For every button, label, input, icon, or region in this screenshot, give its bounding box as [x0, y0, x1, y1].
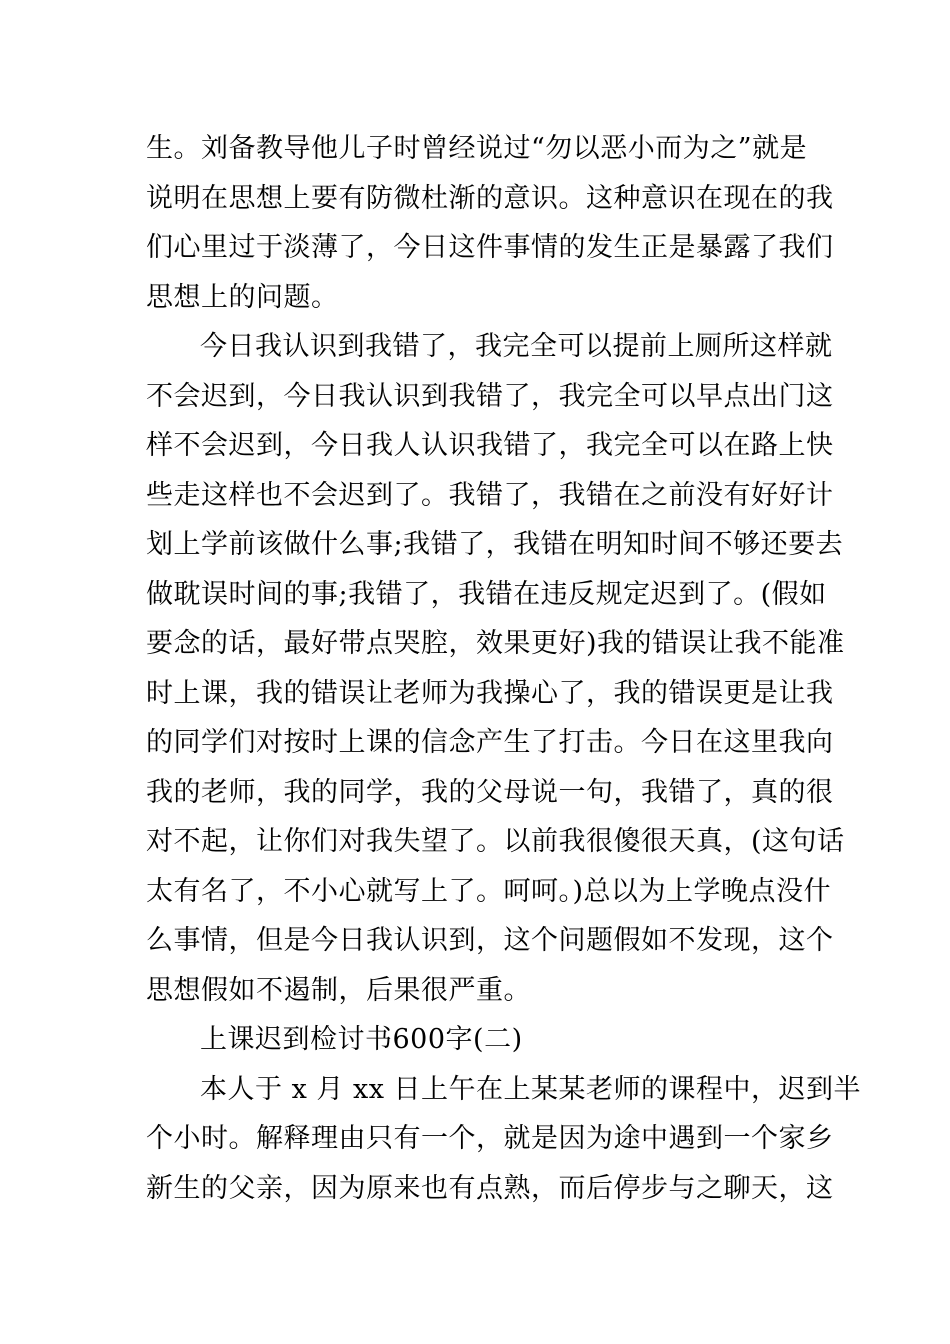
text-line: 思想上的问题。 [146, 281, 339, 313]
text-line: 生。刘备教导他儿子时曾经说过“勿以恶小而为之”就是 [146, 133, 808, 164]
text-line: 些走这样也不会迟到了。我错了，我错在之前没有好好计 [146, 479, 834, 511]
text-line: 本人于 x 月 xx 日上午在上某某老师的课程中，迟到半 [200, 1073, 862, 1105]
text-line: 时上课，我的错误让老师为我操心了，我的错误更是让我 [146, 677, 834, 709]
text-line: 个小时。解释理由只有一个，就是因为途中遇到一个家乡 [146, 1123, 834, 1154]
text-line: 对不起，让你们对我失望了。以前我很傻很天真，(这句话 [146, 826, 845, 857]
text-line: 思想假如不遏制，后果很严重。 [146, 974, 531, 1006]
text-line: 划上学前该做什么事;我错了，我错在明知时间不够还要去 [146, 529, 844, 560]
text-line: 的同学们对按时上课的信念产生了打击。今日在这里我向 [146, 727, 834, 758]
text-line: 太有名了，不小心就写上了。呵呵。)总以为上学晚点没什 [146, 875, 832, 907]
text-line: 我的老师，我的同学，我的父母说一句，我错了，真的很 [146, 776, 834, 808]
text-line: 做耽误时间的事;我错了，我错在违反规定迟到了。(假如 [146, 578, 827, 610]
text-line: 新生的父亲，因为原来也有点熟，而后停步与之聊天，这 [146, 1172, 834, 1204]
text-line: 样不会迟到，今日我人认识我错了，我完全可以在路上快 [146, 430, 834, 461]
text-line: 么事情，但是今日我认识到，这个问题假如不发现，这个 [146, 925, 834, 956]
section-heading: 上课迟到检讨书600字(二) [200, 1024, 523, 1055]
paragraph-1 [146, 124, 834, 322]
document-body [146, 124, 862, 1213]
text-line: 不会迟到，今日我认识到我错了，我完全可以早点出门这 [146, 380, 834, 412]
paragraph-3 [146, 1065, 862, 1214]
text-line: 今日我认识到我错了，我完全可以提前上厕所这样就 [200, 331, 833, 362]
paragraph-2 [146, 322, 845, 1015]
text-line: 要念的话，最好带点哭腔，效果更好)我的错误让我不能准 [146, 628, 845, 659]
text-line: 们心里过于淡薄了，今日这件事情的发生正是暴露了我们 [146, 232, 834, 263]
text-line: 说明在思想上要有防微杜渐的意识。这种意识在现在的我 [146, 182, 834, 214]
